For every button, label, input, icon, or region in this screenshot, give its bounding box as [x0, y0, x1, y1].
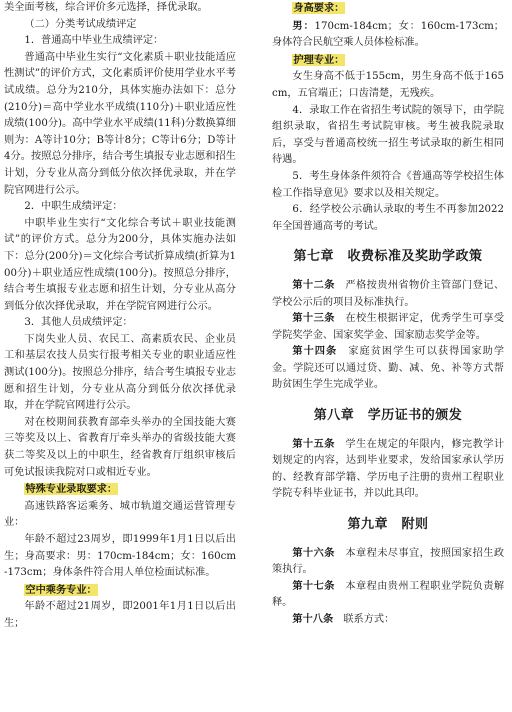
article	[272, 278, 504, 311]
paragraph: 5．考生身体条件须符合《普通高等学校招生体检工作指导意见》要求以及相关规定。	[272, 170, 504, 199]
highlighted-heading: 空中乘务专业：	[25, 583, 97, 596]
chapter-title: 第八章 学历证书的颁发	[313, 408, 463, 424]
left-column	[4, 0, 236, 633]
paragraph	[272, 18, 504, 52]
article	[272, 579, 504, 612]
paragraph: 年龄不超过23周岁，即1999年1月1日以后出生；身高要求：男：170cm-184cm；女：160cm-173cm；身体条件符合用人单位检面试标准。	[4, 534, 236, 579]
article	[272, 311, 504, 344]
highlighted-heading: 身高要求：	[293, 2, 345, 14]
article-text: 严格按贵州省物价主管部门登记、学校公示后的项目及标准执行。	[272, 279, 505, 308]
paragraph: 高速铁路客运乘务、城市轨道交通运营管理专业：	[4, 500, 236, 529]
chapter-title: 第七章 收费标准及奖助学政策	[293, 249, 483, 265]
highlighted-heading: 护理专业：	[293, 53, 345, 66]
highlight-heading-row	[272, 52, 504, 70]
paragraph: 6．经学校公示确认录取的考生不再参加2022年全国普通高考的考试。	[272, 204, 504, 232]
article-text: 学生在规定的年限内，修完教学计划规定的内容，达到毕业要求，发给国家承认学历的、经教育部学籍、学历电子注册的贵州工程职业学院专科毕业证书，并以此具印。	[272, 438, 505, 500]
paragraph: 下岗失业人员、农民工、高素质农民、企业员工和基层农技人员实行报考相关专业的职业适应性测试(100分)。按照总分排序，结合考生填报专业志愿和招生计划，分专业从高分到低分依次择优录取，并在学院官网进行公示。	[4, 333, 236, 412]
subsection-heading: 3．其他人员成绩评定：	[24, 317, 133, 329]
article-label: 第十五条	[292, 438, 335, 450]
right-column	[272, 0, 504, 629]
paragraph: 4．录取工作在省招生考试院的领导下，由学院组织录取，省招生考试院审核。考生被我院录取后，享受与普通高校统一招生考试录取的新生相同待遇。	[272, 104, 504, 166]
section-heading: （二）分类考试成绩评定	[24, 18, 137, 30]
article-text: 本章程未尽事宜，按照国家招生政策执行。	[272, 547, 505, 576]
highlighted-heading: 特殊专业录取要求：	[25, 483, 118, 496]
highlight-heading-row	[272, 0, 504, 18]
paragraph: 年龄不超过21周岁，即2001年1月1日以后出生；	[4, 601, 236, 629]
article	[272, 612, 504, 629]
article-label: 第十二条	[292, 279, 335, 291]
article-text: 在校生根据评定，优秀学生可享受学院奖学金、国家奖学金、国家励志奖学金等。	[272, 313, 505, 341]
paragraph: 对在校期间获教育部牵头举办的全国技能大赛三等奖及以上、省教育厅牵头举办的省级技能大赛获二等奖及以上的中职生，经省教育厅组织审核后可免试报读我院对口或相近专业。	[4, 416, 236, 478]
highlight-heading-row	[4, 481, 236, 499]
bold-label: 男：	[292, 19, 315, 32]
chapter-title: 第九章 附则	[347, 517, 429, 533]
article	[272, 344, 504, 394]
subsection-heading: 2．中职生成绩评定：	[24, 201, 123, 213]
paragraph: 女生身高不低于155cm，男生身高不低于165cm，五官端正；口齿清楚，无残疾。	[272, 71, 504, 99]
highlight-heading-row	[4, 582, 236, 600]
paragraph: 普通高中毕业生实行“文化素质＋职业技能适应性测试”的评价方式，文化素质评价使用学业水平考试成绩。总分为210分，具体实施办法如下：总分(210分)＝高中学业水平成绩(110分)＋职业适应性成绩(100分)。高中学业水平成绩(11科)分数换算细则为：A等计10分；B等计8分；C等计6分；D等计4分。按照总分排序，结合考生填报专业志愿和招生计划，分专业从高分到低分依次择优录取，并在学院官网进行公示。	[4, 51, 236, 196]
paragraph-text: 170cm-184cm；女：160cm-173cm；身体符合民航空乘人员体检标准。	[272, 20, 504, 49]
article-label: 第十四条	[292, 346, 338, 358]
article-text: 联系方式：	[343, 614, 395, 625]
paragraph: 美全面考核，综合评价多元选择，择优录取。	[4, 2, 208, 13]
subsection-heading: 1．普通高中毕业生成绩评定：	[24, 35, 164, 47]
article	[272, 437, 504, 503]
paragraph: 中职毕业生实行“文化综合考试＋职业技能测试”的评价方式。总分为200分，具体实施办法如下：总分(200分)＝文化综合考试折算成绩(折算为100分)＋职业适应性成绩(100分)。按照总分排序，结合考生填报专业志愿和招生计划，分专业从高分到低分依次择优录取，并在学院官网进行公示。	[4, 217, 236, 312]
article-text: 本章程由贵州工程职业学院负责解释。	[272, 580, 505, 609]
article-text: 家庭贫困学生可以获得国家助学金。学院还可以通过贷、勤、减、免、补等方式帮助贫困生学生完成学业。	[272, 346, 505, 391]
article-label: 第十七条	[292, 580, 335, 592]
article-label: 第十八条	[292, 614, 334, 625]
article	[272, 546, 504, 579]
article-label: 第十三条	[292, 313, 335, 325]
article-label: 第十六条	[292, 547, 335, 559]
